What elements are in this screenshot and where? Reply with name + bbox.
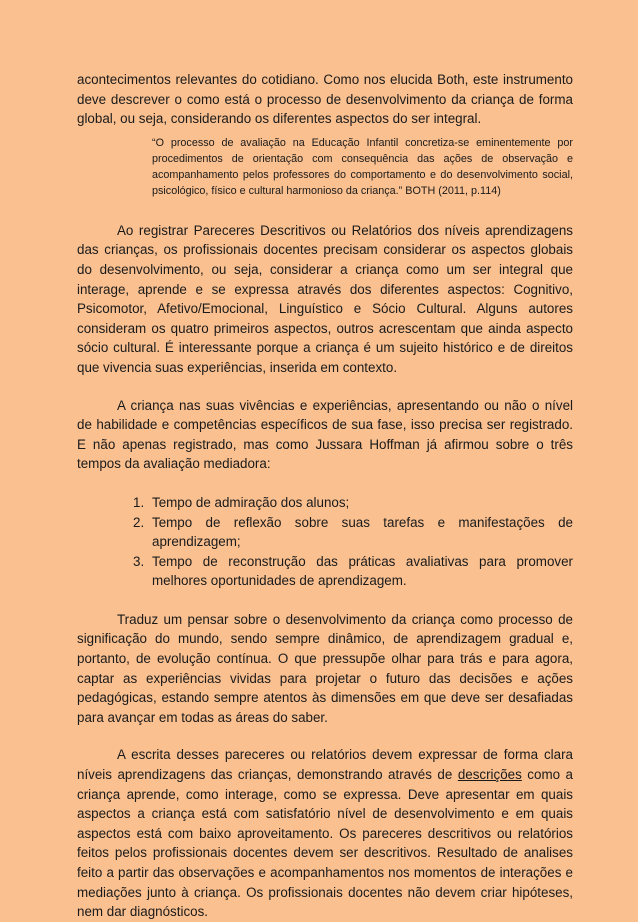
underlined-word: descrições xyxy=(457,767,522,783)
block-quote: “O processo de avaliação na Educação Infantil concretiza-se eminentemente por procedimentos de orientação com consequência das ações de observação e acompanhamento pelos professores do comportamento e do desenvolvimento social, psicológico, físico e cultural harmonioso da criança.” BOTH (2011, p.114) xyxy=(152,136,573,197)
paragraph-1: Ao registrar Pareceres Descritivos ou Relatórios dos níveis aprendizagens das crianças, os profissionais docentes precisam considerar os aspectos globais do desenvolvimento, ou seja, considerar a criança como um ser integral que interage, aprende e se expressa através dos diferentes aspectos: Cognitivo, Psicomotor, Afetivo/Emocional, Linguístico e Sócio Cultural. Alguns autores consideram os quatro primeiros aspectos, outros acrescentam que ainda aspecto sócio cultural. É interessante porque a criança é um sujeito histórico e de direitos que vivencia suas experiências, inserida em contexto. xyxy=(77,222,573,375)
paragraph-4: A escrita desses pareceres ou relatórios devem expressar de forma clara níveis aprendizagens das crianças, demonstrando através de descrições como a criança aprende, como interage, como se expressa. Deve apresentar em quais aspectos a criança está com satisfatório nível de desenvolvimento e em quais aspectos está com baixo aproveitamento. Os pareceres descritivos ou relatórios feitos pelos profissionais docentes devem ser descritivos. Resultado de analises feito a partir das observações e acompanhamentos nos momentos de interações e mediações junto à criança. Os profissionais docentes não devem criar hipóteses, nem dar diagnósticos. xyxy=(77,747,573,920)
paragraph-3: Traduz um pensar sobre o desenvolvimento da criança como processo de significação do mundo, sendo sempre dinâmico, de aprendizagem gradual e, portanto, de evolução contínua. O que pressupõe olhar para trás e para agora, captar as experiências vividas para projetar o futuro das decisões e ações pedagógicas, estando sempre atentos às dimensões em que deve ser desafiadas para avançar em todas as áreas do saber. xyxy=(77,611,573,725)
list-item: 2. Tempo de reflexão sobre suas tarefas e manifestações de aprendizagem; xyxy=(133,514,573,550)
document-page xyxy=(77,70,573,922)
paragraph-0: acontecimentos relevantes do cotidiano. Como nos elucida Both, este instrumento deve descrever o como está o processo de desenvolvimento da criança de forma global, ou seja, considerando os diferentes aspectos do ser integral. xyxy=(77,72,573,127)
list-item: 3. Tempo de reconstrução das práticas avaliativas para promover melhores oportunidades de aprendizagem. xyxy=(133,553,573,589)
list-item: 1. Tempo de admiração dos alunos; xyxy=(133,494,350,510)
numbered-list xyxy=(77,493,573,591)
paragraph-2: A criança nas suas vivências e experiências, apresentando ou não o nível de habilidade e competências específicos de sua fase, isso precisa ser registrado. E não apenas registrado, mas como Jussara Hoffman já afirmou sobre o três tempos da avaliação mediadora: xyxy=(77,397,573,472)
